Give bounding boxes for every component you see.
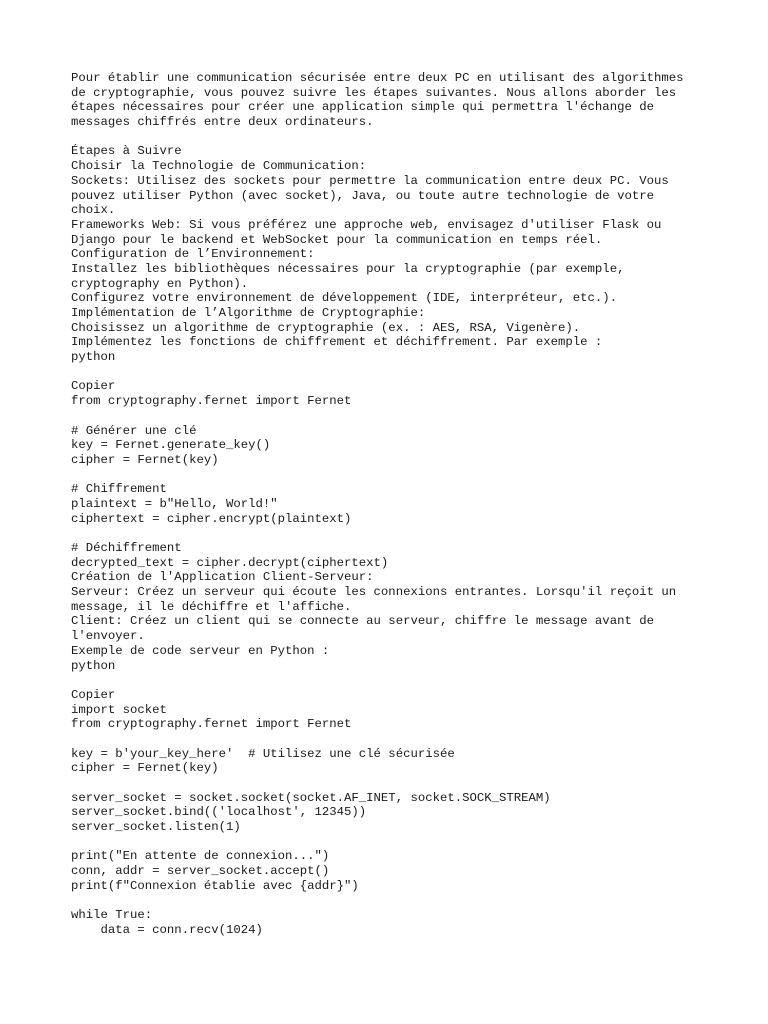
text-line: Exemple de code serveur en Python : <box>71 643 330 658</box>
blank-line <box>71 130 711 145</box>
text-line: Serveur: Créez un serveur qui écoute les connexions entrantes. Lorsqu'il reçoit un <box>71 585 677 600</box>
text-line: Frameworks Web: Si vous préférez une approche web, envisagez d'utiliser Flask ou <box>71 217 662 232</box>
text-line: Configurez votre environnement de développement (IDE, interpréteur, etc.). <box>71 291 618 306</box>
blank-line <box>71 409 711 424</box>
code-line: plaintext = b"Hello, World!" <box>71 496 278 511</box>
code-line: print(f"Connexion établie avec {addr}") <box>71 878 359 893</box>
text-line: choix. <box>71 203 116 218</box>
text-line: message, il le déchiffre et l'affiche. <box>71 599 352 614</box>
text-line: Pour établir une communication sécurisée entre deux PC en utilisant des algorithmes <box>71 71 684 85</box>
blank-line <box>71 776 711 791</box>
code-line: server_socket.listen(1) <box>71 820 241 835</box>
text-line: Implémentation de l’Algorithme de Cryptographie: <box>71 306 426 320</box>
text-line: de cryptographie, vous pouvez suivre les étapes suivantes. Nous allons aborder les <box>71 85 677 100</box>
blank-line <box>71 894 711 909</box>
document-page <box>71 71 711 938</box>
blank-line <box>71 365 711 380</box>
code-line: while True: <box>71 908 153 923</box>
text-line: Implémentez les fonctions de chiffrement et déchiffrement. Par exemple : <box>71 335 603 350</box>
code-line: from cryptography.fernet import Fernet <box>71 717 352 732</box>
code-line: print("En attente de connexion...") <box>71 849 330 864</box>
code-line: # Déchiffrement <box>71 541 182 555</box>
code-line: # Chiffrement <box>71 482 167 497</box>
text-line: cryptography en Python). <box>71 276 249 291</box>
code-line: key = Fernet.generate_key() <box>71 438 271 453</box>
code-line: cipher = Fernet(key) <box>71 761 219 776</box>
text-line: Django pour le backend et WebSocket pour la communication en temps réel. <box>71 232 603 247</box>
text-line: Configuration de l’Environnement: <box>71 247 315 262</box>
text-line: pouvez utiliser Python (avec socket), Java, ou toute autre technologie de votre <box>71 188 654 203</box>
copy-label: Copier <box>71 379 116 394</box>
copy-label: Copier <box>71 687 116 702</box>
text-line: messages chiffrés entre deux ordinateurs. <box>71 115 374 130</box>
code-line: data = conn.recv(1024) <box>71 922 263 937</box>
code-line: # Générer une clé <box>71 423 197 438</box>
code-language-label: python <box>71 350 116 365</box>
code-line: conn, addr = server_socket.accept() <box>71 864 330 879</box>
text-line: Choisir la Technologie de Communication: <box>71 159 367 174</box>
section-heading: Étapes à Suivre <box>71 144 182 159</box>
text-line: l'envoyer. <box>71 629 145 644</box>
blank-line <box>71 526 711 541</box>
blank-line <box>71 835 711 850</box>
text-line: étapes nécessaires pour créer une application simple qui permettra l'échange de <box>71 100 654 115</box>
blank-line <box>71 468 711 483</box>
text-line: Installez les bibliothèques nécessaires pour la cryptographie (par exemple, <box>71 261 625 276</box>
code-line: ciphertext = cipher.encrypt(plaintext) <box>71 511 352 526</box>
code-line: decrypted_text = cipher.decrypt(ciphertext) <box>71 555 389 570</box>
text-line: Client: Créez un client qui se connecte au serveur, chiffre le message avant de <box>71 614 654 629</box>
blank-line <box>71 673 711 688</box>
text-line: Choisissez un algorithme de cryptographie (ex. : AES, RSA, Vigenère). <box>71 320 581 335</box>
code-line: from cryptography.fernet import Fernet <box>71 394 352 409</box>
code-line: import socket <box>71 702 167 717</box>
code-line: cipher = Fernet(key) <box>71 452 219 467</box>
code-line: server_socket.bind(('localhost', 12345)) <box>71 805 367 820</box>
code-line: key = b'your_key_here' # Utilisez une clé sécurisée <box>71 746 455 761</box>
text-line: Sockets: Utilisez des sockets pour permettre la communication entre deux PC. Vous <box>71 173 669 188</box>
blank-line <box>71 732 711 747</box>
text-line: Création de l'Application Client-Serveur: <box>71 570 374 585</box>
code-language-label: python <box>71 658 116 673</box>
code-line: server_socket = socket.socket(socket.AF_INET, socket.SOCK_STREAM) <box>71 790 551 805</box>
